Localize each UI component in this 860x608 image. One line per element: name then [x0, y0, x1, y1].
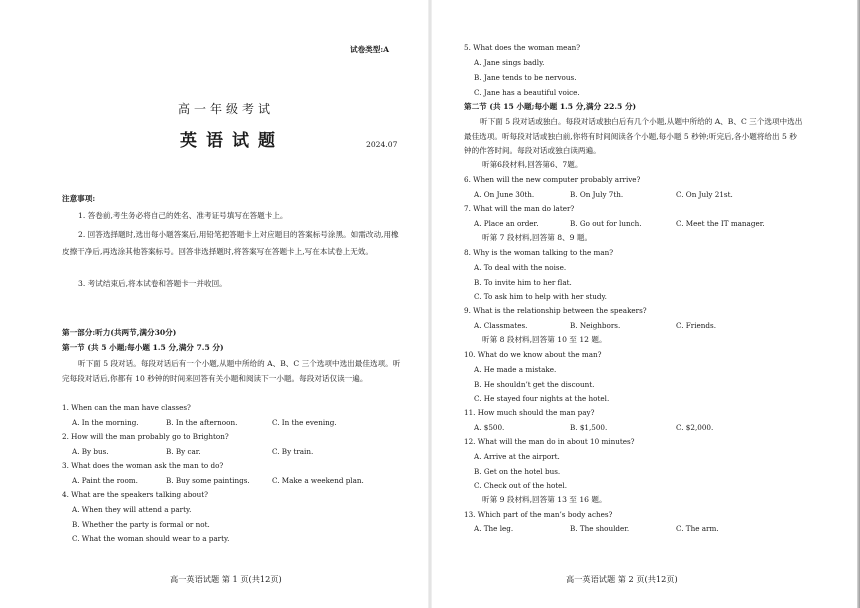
material-6-label: 听第6段材料,回答第6、7题。: [482, 160, 583, 169]
q13-option-a: A. The leg.: [474, 524, 514, 533]
section2-instructions: 听下面 5 段对话或独白。每段对话或独白后有几个小题,从题中所给的 A、B、C 三个选项中选出最佳选项。听每段对话或独白前,你将有时间阅读各个小题,每小题 5 秒钟;听完后,各小题将给出 5 秒钟的作答时间。每段对话或独白读两遍。: [464, 117, 803, 155]
page-2: [430, 0, 860, 608]
q8-option-c: C. To ask him to help with her study.: [474, 292, 607, 301]
q12-option-a: A. Arrive at the airport.: [474, 452, 560, 461]
q4-option-c: C. What the woman should wear to a party.: [72, 534, 230, 543]
q5-option-c: C. Jane has a beautiful voice.: [474, 88, 580, 97]
paper-type-label: 试卷类型:A: [350, 45, 390, 54]
note-3: 3. 考试结束后,将本试卷和答题卡一并收回。: [78, 279, 227, 288]
section2-title: 第二节 (共 15 小题;每小题 1.5 分,满分 22.5 分): [464, 102, 637, 111]
section1-instructions: 听下面 5 段对话。每段对话后有一个小题,从题中所给的 A、B、C 三个选项中选出最佳选项。听完每段对话后,你都有 10 秒钟的时间来回答有关小题和阅读下一小题。每段对话仅读一遍。: [62, 359, 401, 383]
note-1: 1. 答卷前,考生务必将自己的姓名、准考证号填写在答题卡上。: [78, 211, 288, 220]
q4-stem: 4. What are the speakers talking about?: [62, 490, 209, 499]
q8-stem: 8. Why is the woman talking to the man?: [464, 248, 614, 257]
q13-option-b: B. The shoulder.: [570, 524, 630, 533]
material-8-label: 听第 8 段材料,回答第 10 至 12 题。: [482, 335, 607, 344]
q10-option-a: A. He made a mistake.: [474, 365, 557, 374]
material-9-label: 听第 9 段材料,回答第 13 至 16 题。: [482, 495, 607, 504]
q8-option-b: B. To invite him to her flat.: [474, 278, 572, 287]
q11-option-c: C. $2,000.: [676, 423, 714, 432]
q12-stem: 12. What will the man do in about 10 minutes?: [464, 437, 635, 446]
notes-title: 注意事项:: [62, 194, 96, 203]
exam-date: 2024.07: [366, 140, 398, 149]
q7-option-a: A. Place an order.: [474, 219, 539, 228]
q12-option-c: C. Check out of the hotel.: [474, 481, 567, 490]
page-1-footer: 高一英语试题 第 1 页(共12页): [170, 574, 282, 584]
q6-option-c: C. On July 21st.: [676, 190, 733, 199]
q4-option-b: B. Whether the party is formal or not.: [72, 520, 210, 529]
q10-option-c: C. He stayed four nights at the hotel.: [474, 394, 610, 403]
q6-option-a: A. On June 30th.: [474, 190, 535, 199]
q2-option-b: B. By car.: [166, 447, 201, 456]
q11-option-a: A. $500.: [474, 423, 505, 432]
q10-option-b: B. He shouldn’t get the discount.: [474, 380, 595, 389]
q3-option-c: C. Make a weekend plan.: [272, 476, 364, 485]
exam-name: 高一年级考试: [178, 102, 275, 116]
q2-option-c: C. By train.: [272, 447, 314, 456]
q11-stem: 11. How much should the man pay?: [464, 408, 595, 417]
q1-option-c: C. In the evening.: [272, 418, 337, 427]
page-2-footer: 高一英语试题 第 2 页(共12页): [566, 574, 678, 584]
q3-option-a: A. Paint the room.: [72, 476, 138, 485]
q2-stem: 2. How will the man probably go to Brighton?: [62, 432, 229, 441]
section1-title: 第一节 (共 5 小题;每小题 1.5 分,满分 7.5 分): [62, 343, 224, 352]
q1-option-b: B. In the afternoon.: [166, 418, 238, 427]
q7-stem: 7. What will the man do later?: [464, 204, 575, 213]
q4-option-a: A. When they will attend a party.: [72, 505, 192, 514]
q6-option-b: B. On July 7th.: [570, 190, 624, 199]
q3-option-b: B. Buy some paintings.: [166, 476, 250, 485]
q7-option-c: C. Meet the IT manager.: [676, 219, 765, 228]
q5-option-a: A. Jane sings badly.: [474, 58, 545, 67]
q9-option-c: C. Friends.: [676, 321, 716, 330]
q12-option-b: B. Get on the hotel bus.: [474, 467, 561, 476]
material-7-label: 听第 7 段材料,回答第 8、9 题。: [482, 233, 593, 242]
q6-stem: 6. When will the new computer probably arrive?: [464, 175, 641, 184]
note-2: 2. 回答选择题时,选出每小题答案后,用铅笔把答题卡上对应题目的答案标号涂黑。如需改动,用橡皮擦干净后,再选涂其他答案标号。回答非选择题时,将答案写在答题卡上,写在本试卷上无效。: [62, 230, 399, 256]
q5-option-b: B. Jane tends to be nervous.: [474, 73, 577, 82]
q10-stem: 10. What do we know about the man?: [464, 350, 602, 359]
q1-stem: 1. When can the man have classes?: [62, 403, 191, 412]
q11-option-b: B. $1,500.: [570, 423, 608, 432]
q8-option-a: A. To deal with the noise.: [474, 263, 567, 272]
q7-option-b: B. Go out for lunch.: [570, 219, 642, 228]
subject-title: 英语试题: [180, 131, 284, 151]
q9-stem: 9. What is the relationship between the speakers?: [464, 306, 647, 315]
part1-title: 第一部分:听力(共两节,满分30分): [62, 328, 177, 337]
q1-option-a: A. In the morning.: [72, 418, 139, 427]
q3-stem: 3. What does the woman ask the man to do?: [62, 461, 224, 470]
q13-option-c: C. The arm.: [676, 524, 719, 533]
q9-option-b: B. Neighbors.: [570, 321, 621, 330]
q2-option-a: A. By bus.: [72, 447, 109, 456]
q9-option-a: A. Classmates.: [474, 321, 528, 330]
q5-stem: 5. What does the woman mean?: [464, 43, 581, 52]
q13-stem: 13. Which part of the man’s body aches?: [464, 510, 613, 519]
